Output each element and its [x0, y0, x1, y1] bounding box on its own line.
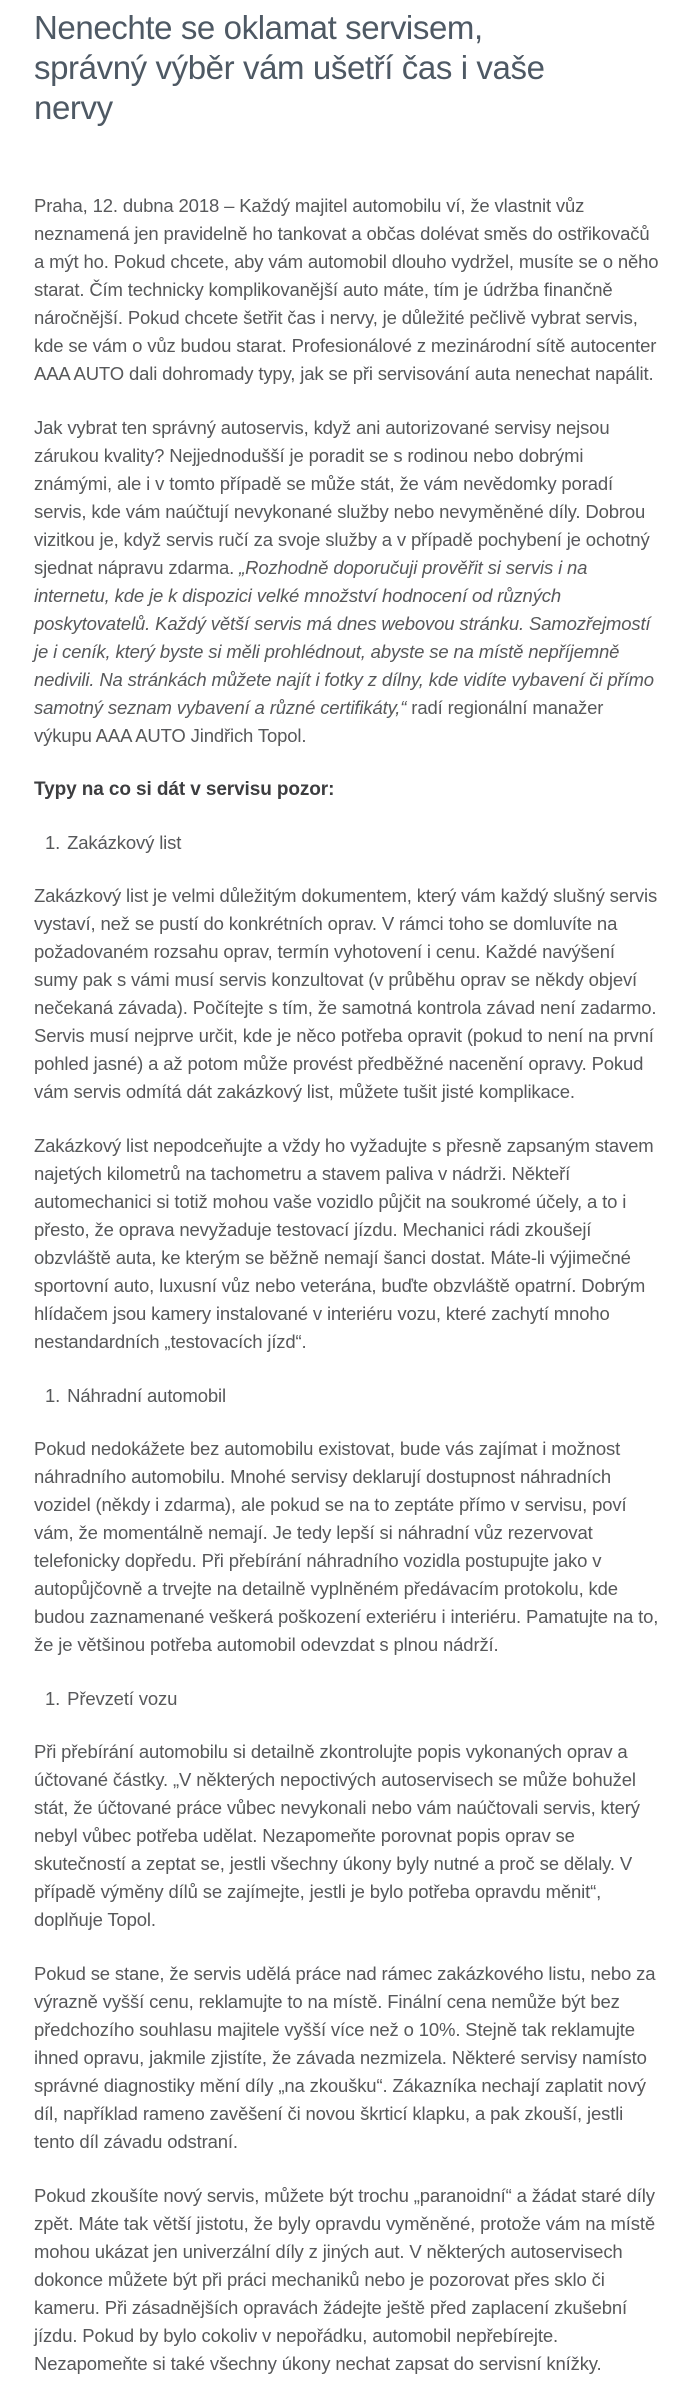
paragraph: Zakázkový list je velmi důležitým dokumentem, který vám každý slušný servis vystaví, než se pustí do konkrétních oprav. V rámci toho se domluvíte na požadovaném rozsahu oprav, termín vyhotovení i cenu. Každé navýšení sumy pak s vámi musí servis konzultovat (v průběhu oprav se někdy objeví nečekaná závada). Počítejte s tím, že samotná kontrola závad není zadarmo. Servis musí nejprve určit, kde je něco potřeba opravit (pokud to není na první pohled jasné) a až potom může provést předběžné nacenění opravy. Pokud vám servis odmítá dát zakázkový list, můžete tušit jisté komplikace. — [34, 885, 658, 1102]
paragraph: Pokud zkoušíte nový servis, můžete být trochu „paranoidní“ a žádat staré díly zpět. Máte tak větší jistotu, že byly opravdu vyměněné, protože vám na místě mohou ukázat jen univerzální díly z jiných aut. V některých autoservisech dokonce můžete být při práci mechaniků nebo je pozorovat přes sklo či kameru. Při zásadnějších opravách žádejte ještě před zaplacení zkušební jízdu. Pokud by bylo cokoliv v nepořádku, automobil nepřebírejte. Nezapomeňte si také všechny úkony nechat zapsat do servisní knížky. — [34, 2185, 655, 2374]
paragraph: Pokud nedokážete bez automobilu existovat, bude vás zajímat i možnost náhradního automobilu. Mnohé servisy deklarují dostupnost náhradních vozidel (někdy i zdarma), ale pokud se na to zeptáte přímo v servisu, poví vám, že momentálně nemají. Je tedy lepší si náhradní vůz rezervovat telefonicky dopředu. Při přebírání náhradního vozidla postupujte jako v autopůjčovně a trvejte na detailně vyplněném předávacím protokolu, kde budou zaznamenané veškerá poškození exteriéru i interiéru. Pamatujte na to, že je většinou potřeba automobil odevzdat s plnou nádrží. — [34, 1438, 659, 1655]
list-item — [45, 1685, 659, 1713]
tip-list-order-sheet — [34, 829, 659, 857]
list-item-number: 1. — [45, 1385, 61, 1406]
choose-service-lead: Jak vybrat ten správný autoservis, když ani autorizované servisy nejsou zárukou kvality? Nejjednodušší je poradit se s rodinou nebo dobrými známými, ale i v tomto případě se může stát, že vám nevědomky poradí servis, kde vám naúčtují nevykonané služby nebo nevyměněné díly. Dobrou vizitkou je, když servis ručí za svoje služby a v případě pochybení je ochotný sjednat nápravu zdarma. — [34, 417, 650, 578]
expert-quote-text: „Rozhodně doporučuji prověřit si servis i na internetu, kde je k dispozici velké množství hodnocení od různých poskytovatelů. Každý větší servis má dnes webovou stránku. Samozřejmostí je i ceník, který byste si měli prohlédnout, abyste se na místě nepříjemně nedivili. Na stránkách můžete najít i fotky z dílny, kde vidíte vybavení či přímo samotný seznam vybavení a různé certifikáty,“ — [34, 557, 654, 718]
choose-service-attribution: radí regionální manažer výkupu AAA AUTO Jindřich Topol. — [34, 697, 604, 746]
tips-heading: Typy na co si dát v servisu pozor: — [34, 779, 335, 800]
list-item-label: Zakázkový list — [67, 832, 182, 853]
tip-list-car-handover — [34, 1685, 659, 1713]
choose-service-paragraph — [34, 414, 659, 750]
list-item — [45, 829, 659, 857]
paragraph: Pokud se stane, že servis udělá práce nad rámec zakázkového listu, nebo za výrazně vyšší cenu, reklamujte to na místě. Finální cena nemůže být bez předchozího souhlasu majitele vyšší více než o 10%. Stejně tak reklamujte ihned opravu, jakmile zjistíte, že závada nezmizela. Některé servisy namísto správné diagnostiky mění díly „na zkoušku“. Zákazníka nechají zaplatit nový díl, například rameno zavěšení či novou škrticí klapku, a pak zkouší, jestli tento díl závadu odstraní. — [34, 1963, 656, 2152]
list-item — [45, 1382, 659, 1410]
page-title: Nenechte se oklamat servisem, správný výběr vám ušetří čas i vaše nervy — [34, 9, 545, 126]
paragraph: Při přebírání automobilu si detailně zkontrolujte popis vykonaných oprav a účtované částky. „V některých nepoctivých autoservisech se může bohužel stát, že účtované práce vůbec nevykonali nebo vám naúčtovali servis, který nebyl vůbec potřeba udělat. Nezapomeňte porovnat popis oprav se skutečností a zeptat se, jestli všechny úkony byly nutné a proč se dělaly. V případě výměny dílů se zajímejte, jestli je bylo potřeba opravdu měnit“, doplňuje Topol. — [34, 1741, 640, 1930]
tip-list-replacement-car — [34, 1382, 659, 1410]
list-item-label: Náhradní automobil — [67, 1385, 226, 1406]
list-item-number: 1. — [45, 832, 61, 853]
list-item-number: 1. — [45, 1688, 61, 1709]
intro-paragraph: Praha, 12. dubna 2018 – Každý majitel automobilu ví, že vlastnit vůz neznamená jen pravidelně ho tankovat a občas dolévat směs do ostřikovačů a mýt ho. Pokud chcete, aby vám automobil dlouho vydržel, musíte se o něho starat. Čím technicky komplikovanější auto máte, tím je údržba finančně náročnější. Pokud chcete šetřit čas i nervy, je důležité pečlivě vybrat servis, kde se vám o vůz budou starat. Profesionálové z mezinárodní sítě autocenter AAA AUTO dali dohromady typy, jak se při servisování auta nenechat napálit. — [34, 195, 659, 384]
paragraph: Zakázkový list nepodceňujte a vždy ho vyžadujte s přesně zapsaným stavem najetých kilometrů na tachometru a stavem paliva v nádrži. Někteří automechanici si totiž mohou vaše vozidlo půjčit na soukromé účely, a to i přesto, že oprava nevyžaduje testovací jízdu. Mechanici rádi zkoušejí obzvláště auta, ke kterým se běžně nemají šanci dostat. Máte-li výjimečné sportovní auto, luxusní vůz nebo veterána, buďte obzvláště opatrní. Dobrým hlídačem jsou kamery instalované v interiéru vozu, které zachytí mnoho nestandardních „testovacích jízd“. — [34, 1135, 654, 1352]
list-item-label: Převzetí vozu — [67, 1688, 178, 1709]
